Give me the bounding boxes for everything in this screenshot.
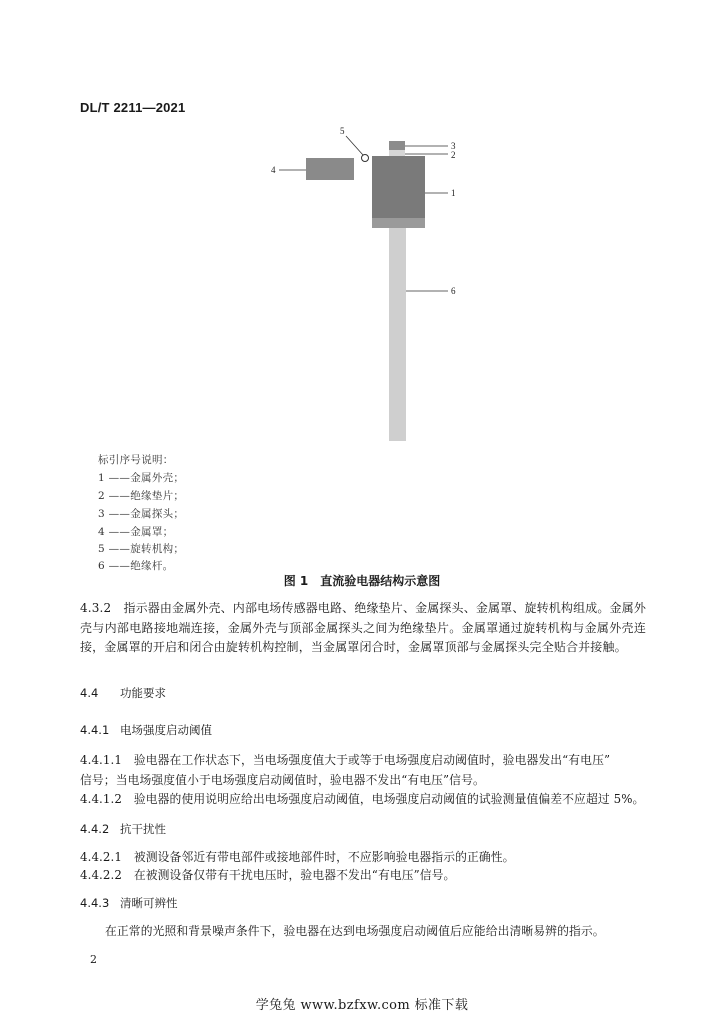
figure-caption: 图 1 直流验电器结构示意图 — [283, 574, 441, 588]
metal-shell-base — [372, 218, 425, 228]
legend-item: 5 ——旋转机构； — [98, 543, 185, 555]
callout-3: 3 — [451, 141, 456, 151]
heading-4-4 — [80, 685, 166, 701]
heading-number: 4.4.3 — [80, 896, 110, 910]
legend-item: 6 ——绝缘杆。 — [98, 560, 174, 572]
heading-title: 抗干扰性 — [120, 822, 166, 836]
callout-4: 4 — [271, 165, 276, 175]
insulating-rod — [389, 227, 406, 441]
clause-4-4-1-1-line-2: 信号；当电场强度值小于电场强度启动阈值时，验电器不发出“有电压”信号。 — [80, 773, 485, 787]
callout-5: 5 — [340, 126, 345, 136]
rotating-mechanism — [362, 155, 369, 162]
metal-probe — [389, 141, 405, 150]
document-code: DL/T 2211—2021 — [80, 100, 186, 115]
clause-4-4-1-2: 4.4.1.2 验电器的使用说明应给出电场强度启动阈值，电场强度启动阈值的试验测量值偏差不应超过 5%。 — [80, 792, 645, 806]
heading-4-4-1 — [80, 722, 212, 738]
heading-4-4-3 — [80, 895, 178, 911]
legend-item: 4 ——金属罩； — [98, 526, 174, 538]
legend-item: 2 ——绝缘垫片； — [98, 490, 185, 502]
clause-4-4-2-2: 4.4.2.2 在被测设备仅带有干扰电压时，验电器不发出“有电压”信号。 — [80, 868, 456, 882]
structure-figure — [0, 0, 724, 460]
legend-title: 标引序号说明： — [98, 454, 174, 466]
metal-shell — [372, 156, 425, 218]
legend-item: 1 ——金属外壳； — [98, 472, 185, 484]
callout-6: 6 — [451, 286, 456, 296]
clause-4-4-3-text: 在正常的光照和背景噪声条件下，验电器在达到电场强度启动阈值后应能给出清晰易辨的指示。 — [105, 924, 605, 938]
page-number: 2 — [90, 953, 97, 966]
heading-title: 电场强度启动阈值 — [120, 723, 212, 737]
callout-1: 1 — [451, 188, 456, 198]
heading-number: 4.4.1 — [80, 723, 110, 737]
heading-4-4-2 — [80, 821, 166, 837]
heading-title: 功能要求 — [120, 686, 166, 700]
heading-title: 清晰可辨性 — [120, 896, 178, 910]
clause-4-4-2-1: 4.4.2.1 被测设备邻近有带电部件或接地部件时，不应影响验电器指示的正确性。 — [80, 850, 515, 864]
heading-number: 4.4 — [80, 686, 99, 700]
metal-cover — [306, 158, 354, 180]
heading-number: 4.4.2 — [80, 822, 110, 836]
legend-item: 3 ——金属探头； — [98, 508, 185, 520]
clause-4-4-1-1-line-1: 4.4.1.1 验电器在工作状态下，当电场强度值大于或等于电场强度启动阈值时，验电器发出“有电压” — [80, 753, 611, 767]
callout-2: 2 — [451, 150, 456, 160]
clause-4-3-2: 4.3.2 指示器由金属外壳、内部电场传感器电路、绝缘垫片、金属探头、金属罩、旋转机构组成。金属外壳与内部电路接地端连接，金属外壳与顶部金属探头之间为绝缘垫片。金属罩通过旋转机构与金属外壳连接，金属罩的开启和闭合由旋转机构控制，当金属罩闭合时，金属罩顶部与金属探头完全贴合并接触。 — [80, 601, 646, 654]
insulating-pad — [389, 150, 405, 156]
footer-watermark: 学兔兔 www.bzfxw.com 标准下载 — [255, 998, 469, 1013]
